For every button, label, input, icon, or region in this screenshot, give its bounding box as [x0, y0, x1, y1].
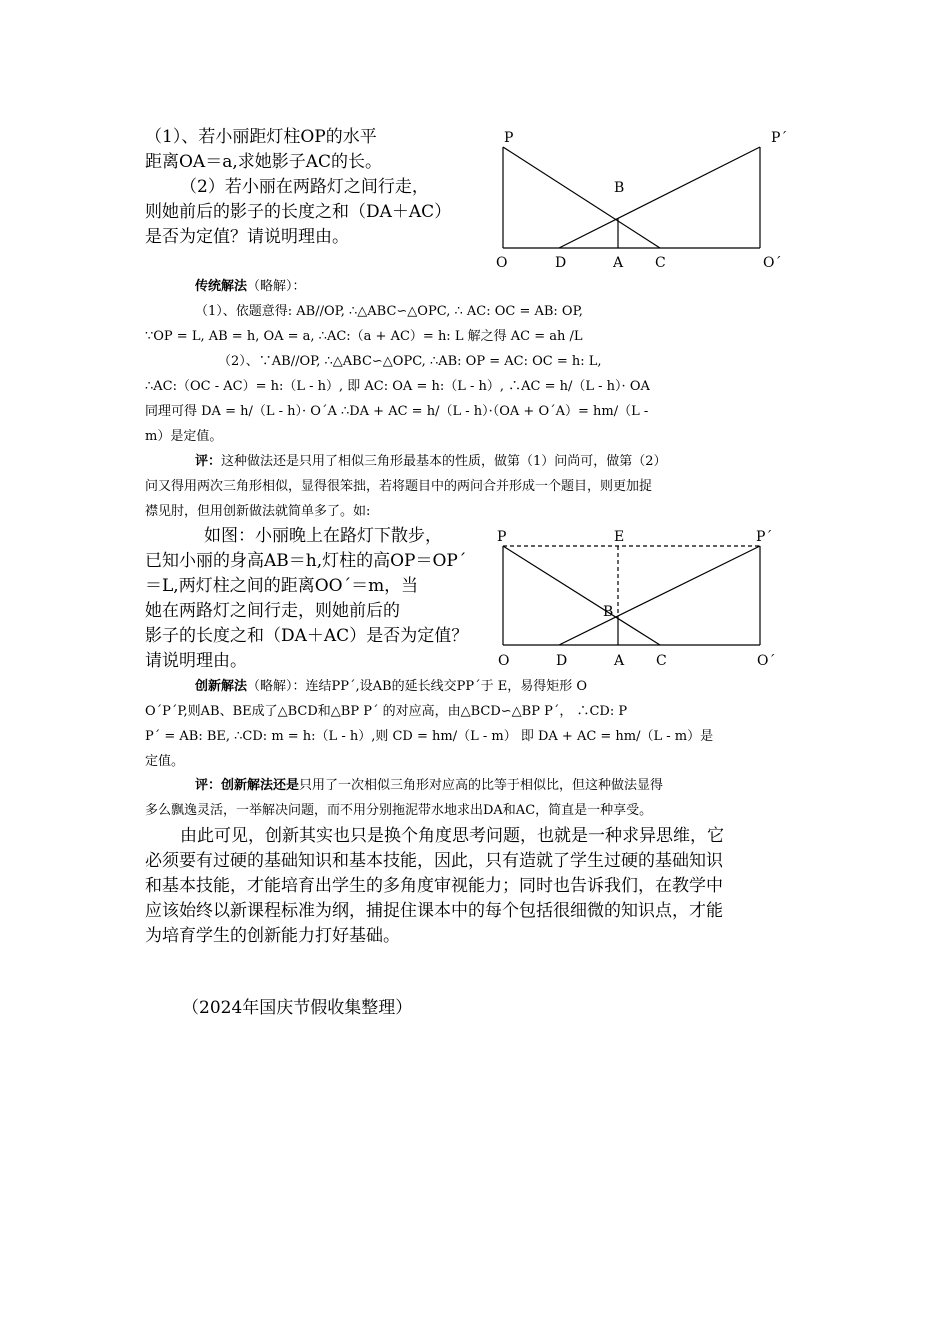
ray-p2-d: [559, 147, 760, 248]
problem-2-line-1: 如图：小丽晚上在路灯下散步，: [204, 526, 442, 546]
label-e: E: [614, 529, 625, 545]
conclusion-line-2: 必须要有过硬的基础知识和基本技能，因此，只有造就了学生过硬的基础知识: [145, 851, 723, 871]
problem-2-line-2: 已知小丽的身高AB＝h,灯柱的高OP＝OP´: [145, 551, 467, 571]
review-1-text-1: 这种做法还是只用了相似三角形最基本的性质，做第（1）问尚可，做第（2）: [221, 454, 667, 469]
label-a: A: [613, 255, 624, 271]
conclusion-line-3: 和基本技能，才能培育出学生的多角度审视能力；同时也告诉我们，在教学中: [145, 876, 723, 896]
problem-2-line-5: 影子的长度之和（DA＋AC）是否为定值？: [145, 626, 469, 646]
review-1-line-2: 问又得用两次三角形相似，显得很笨拙，若将题目中的两问合并形成一个题目，则更加捉: [145, 479, 653, 494]
question-1-line-2: 距离OA＝a,求她影子AC的长。: [145, 152, 383, 172]
label-d: D: [556, 653, 568, 669]
question-2-line-1: （2）若小丽在两路灯之间行走，: [180, 177, 429, 197]
innovative-line-1: [195, 674, 587, 699]
traditional-note: （略解）：: [247, 279, 306, 294]
conclusion-line-4: 应该始终以新课程标准为纲，捕捉住课本中的每个包括很细微的知识点，才能: [145, 901, 723, 921]
traditional-line-1: （1）、依题意得: AB//OP, ∴△ABC∽△OPC, ∴ AC: OC = AB: OP,: [195, 304, 583, 319]
ray-p2-d: [559, 546, 760, 645]
label-o: O: [498, 653, 510, 669]
innovative-line-3: P´ = AB: BE, ∴CD: m = h:（L - h）,则 CD = hm/（L - m） 即 DA + AC = hm/（L - m）是: [145, 729, 714, 744]
problem-2-line-3: ＝L,两灯柱之间的距离OO´＝m，当: [145, 576, 419, 596]
label-o: O: [496, 255, 508, 271]
label-b: B: [603, 604, 614, 620]
label-p: P: [497, 529, 507, 545]
label-p-prime: P´: [756, 529, 773, 545]
traditional-line-5: 同理可得 DA = h/（L - h）· O´A ∴DA + AC = h/（L - h）·（OA + O´A）= hm/（L -: [145, 404, 649, 419]
label-o-prime: O´: [757, 653, 776, 669]
review-1-line-1: [195, 449, 667, 474]
traditional-title: 传统解法: [195, 279, 248, 294]
innovative-title: 创新解法: [195, 679, 248, 694]
label-c: C: [655, 255, 666, 271]
figure-2: [495, 526, 805, 676]
question-1-line-1: （1）、若小丽距灯柱OP的水平: [145, 127, 377, 147]
ray-p-c: [503, 546, 660, 645]
conclusion-line-1: 由此可见，创新其实也只是换个角度思考问题，也就是一种求异思维，它: [180, 826, 724, 846]
problem-2-line-6: 请说明理由。: [145, 651, 247, 671]
traditional-heading: [195, 274, 306, 299]
label-p-prime: P´: [771, 130, 788, 146]
label-p: P: [504, 130, 514, 146]
label-c: C: [656, 653, 667, 669]
label-a: A: [614, 653, 625, 669]
label-d: D: [555, 255, 567, 271]
review-2-line-2: 多么飘逸灵活，一举解决问题，而不用分别拖泥带水地求出DA和AC，简直是一种享受。: [145, 803, 653, 818]
traditional-line-4: ∴AC:（OC - AC）= h:（L - h）, 即 AC: OA = h:（L - h）, ∴AC = h/（L - h）· OA: [145, 379, 650, 394]
innovative-line-2: O´P´P,则AB、BE成了△BCD和△BP P´ 的对应高，由△BCD∽△BP P´， ∴CD: P: [145, 704, 628, 719]
traditional-line-2: ∵OP = L, AB = h, OA = a, ∴AC:（a + AC）= h: L 解之得 AC = ah /L: [145, 329, 583, 344]
innovative-note: （略解）：: [247, 679, 306, 694]
review-2-text-1: 只用了一次相似三角形对应高的比等于相似比，但这种做法显得: [299, 778, 664, 793]
problem-2-line-4: 她在两路灯之间行走，则她前后的: [145, 601, 400, 621]
question-2-line-3: 是否为定值？请说明理由。: [145, 227, 349, 247]
review-2-label: 评：创新解法还是: [195, 778, 300, 793]
review-2-line-1: [195, 773, 663, 798]
ray-p-c: [503, 147, 660, 248]
innovative-text-1: 连结PP´,设AB的延长线交PP´于 E，易得矩形 O: [305, 679, 588, 694]
question-2-line-2: 则她前后的影子的长度之和（DA＋AC）: [145, 202, 452, 222]
review-1-label: 评：: [195, 454, 222, 469]
footer-note: （2024年国庆节假收集整理）: [182, 998, 413, 1018]
review-1-line-3: 襟见肘，但用创新做法就简单多了。如:: [145, 504, 371, 519]
figure-1: [495, 125, 805, 275]
conclusion-line-5: 为培育学生的创新能力打好基础。: [145, 926, 400, 946]
innovative-line-4: 定值。: [145, 754, 185, 769]
traditional-line-6: m）是定值。: [145, 429, 223, 444]
traditional-line-3: （2）、∵AB//OP, ∴△ABC∽△OPC, ∴AB: OP = AC: OC = h: L,: [218, 354, 602, 369]
label-o-prime: O´: [763, 255, 782, 271]
label-b: B: [614, 180, 625, 196]
